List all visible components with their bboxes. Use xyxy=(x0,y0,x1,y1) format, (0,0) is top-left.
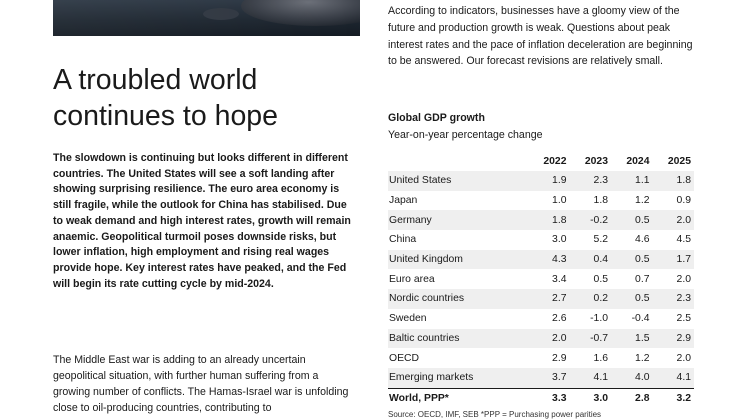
growth-value: 1.5 xyxy=(611,329,653,349)
growth-value: 4.1 xyxy=(570,368,612,388)
table-row xyxy=(388,210,694,230)
growth-value: 1.8 xyxy=(593,195,608,207)
growth-value: 1.7 xyxy=(653,250,695,270)
country-name: Germany xyxy=(388,210,528,230)
article-title: A troubled world continues to hope xyxy=(53,64,279,132)
country-name: Sweden xyxy=(389,313,427,325)
body-paragraph: The Middle East war is adding to an already uncertain geopolitical situation, with further human suffering from a growing number of conflicts. The Hamas-Israel war is unfolding close to oil-producing countries, contributing to xyxy=(53,354,349,414)
country-name: United Kingdom xyxy=(388,250,528,270)
country-name: Japan xyxy=(389,195,418,207)
growth-value: 2.3 xyxy=(570,171,612,191)
growth-value: 3.4 xyxy=(552,273,567,285)
year-header: 2025 xyxy=(667,156,691,167)
growth-value: 2.3 xyxy=(653,289,695,309)
growth-value: 2.9 xyxy=(653,329,695,349)
country-name: Nordic countries xyxy=(388,289,528,309)
country-name: Baltic countries xyxy=(388,329,528,349)
growth-value: 3.3 xyxy=(528,388,570,408)
table-row xyxy=(388,348,694,368)
growth-value: 3.0 xyxy=(570,388,612,408)
growth-value: 1.8 xyxy=(528,210,570,230)
table-row xyxy=(388,289,694,309)
growth-value: 0.5 xyxy=(611,210,653,230)
growth-value: 4.0 xyxy=(611,368,653,388)
right-paragraph: According to indicators, businesses have a gloomy view of the future and production growth is weak. Questions about peak interest rates and the pace of inflation deceleration are beginning to be answered. Our forecast revisions are relatively small. xyxy=(388,5,693,68)
table-subtitle: Year-on-year percentage change xyxy=(388,129,543,141)
growth-value: 1.0 xyxy=(552,195,567,207)
growth-value: 0.7 xyxy=(635,273,650,285)
header-photo xyxy=(53,0,360,36)
growth-value: 0.2 xyxy=(570,289,612,309)
table-row xyxy=(388,171,694,191)
growth-value: 0.9 xyxy=(676,195,691,207)
table-row xyxy=(388,368,694,388)
growth-value: 2.6 xyxy=(552,313,567,325)
year-header: 2022 xyxy=(543,156,567,167)
growth-value: 1.8 xyxy=(653,171,695,191)
growth-value: 3.0 xyxy=(552,234,567,246)
growth-value: 4.3 xyxy=(528,250,570,270)
growth-value: 1.6 xyxy=(593,352,608,364)
country-name: Euro area xyxy=(389,273,435,285)
growth-value: 0.5 xyxy=(611,250,653,270)
growth-value: 0.5 xyxy=(593,273,608,285)
growth-value: 0.5 xyxy=(611,289,653,309)
growth-value: 1.1 xyxy=(611,171,653,191)
table-row xyxy=(388,329,694,349)
growth-value: 3.2 xyxy=(653,388,695,408)
growth-value: 2.8 xyxy=(611,388,653,408)
lead-paragraph: The slowdown is continuing but looks different in different countries. The United States will see a soft landing after showing surprising resilience. The euro area economy is still fragile, while the outlook for China has stabilised. Due to weak demand and high interest rates, growth will remain anaemic. Geopolitical turmoil poses downside risks, but lower inflation, high employment and rising real wages provide hope. Key interest rates have peaked, and the Fed will begin its rate cutting cycle by mid-2024. xyxy=(53,152,351,290)
growth-value: 2.0 xyxy=(676,273,691,285)
table-source: Source: OECD, IMF, SEB *PPP = Purchasing power parities xyxy=(388,410,602,419)
table-row xyxy=(388,309,694,329)
table-row xyxy=(388,230,694,250)
growth-value: 1.2 xyxy=(635,352,650,364)
table-title: Global GDP growth xyxy=(388,112,485,124)
growth-value: 1.2 xyxy=(635,195,650,207)
growth-value: 0.4 xyxy=(570,250,612,270)
growth-value: -0.2 xyxy=(570,210,612,230)
growth-value: 2.0 xyxy=(653,210,695,230)
year-header: 2024 xyxy=(626,156,650,167)
growth-value: -0.4 xyxy=(631,313,650,325)
growth-value: 4.5 xyxy=(676,234,691,246)
growth-value: 1.9 xyxy=(528,171,570,191)
year-header: 2023 xyxy=(584,156,608,167)
growth-value: 4.1 xyxy=(653,368,695,388)
growth-value: 2.9 xyxy=(552,352,567,364)
country-name: World, PPP* xyxy=(388,388,528,408)
country-name: OECD xyxy=(389,352,420,364)
growth-value: 2.0 xyxy=(528,329,570,349)
growth-value: 3.7 xyxy=(528,368,570,388)
country-name: Emerging markets xyxy=(388,368,528,388)
growth-value: 2.0 xyxy=(676,352,691,364)
growth-value: 2.5 xyxy=(676,313,691,325)
table-body xyxy=(388,171,694,408)
growth-value: -1.0 xyxy=(590,313,608,325)
table-row xyxy=(388,269,694,289)
growth-value: 4.6 xyxy=(635,234,650,246)
country-name: China xyxy=(389,234,417,246)
growth-value: 2.7 xyxy=(528,289,570,309)
table-row xyxy=(388,388,694,408)
table-header-row xyxy=(388,152,694,171)
growth-value: 5.2 xyxy=(593,234,608,246)
table-row xyxy=(388,250,694,270)
gdp-table xyxy=(388,152,694,408)
country-name: United States xyxy=(388,171,528,191)
growth-value: -0.7 xyxy=(570,329,612,349)
table-row xyxy=(388,191,694,211)
